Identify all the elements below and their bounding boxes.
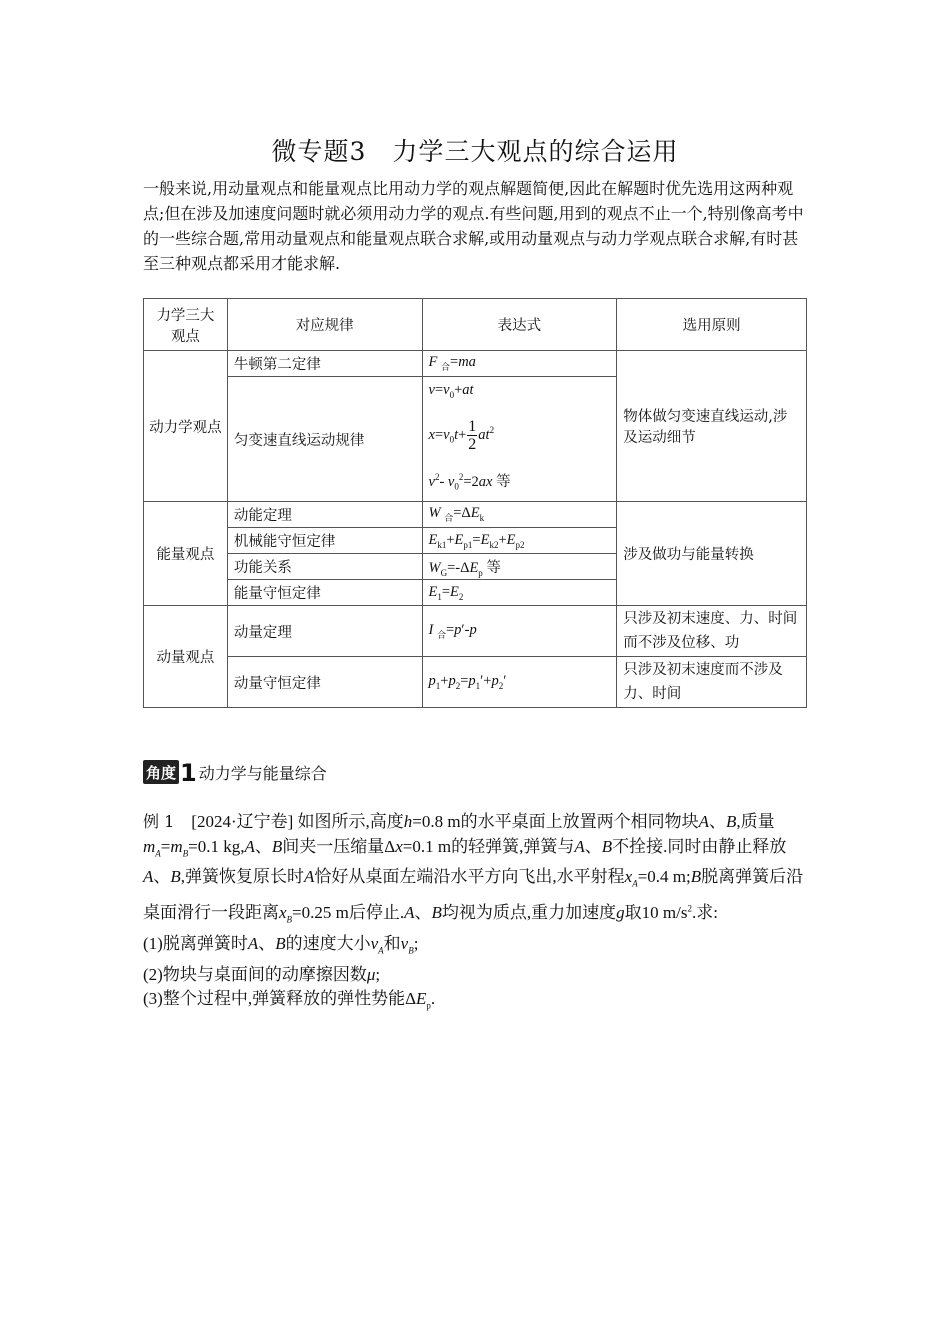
angle-label: 动力学与能量综合 — [198, 763, 327, 783]
law-cell: 动量守恒定律 — [227, 657, 422, 708]
law-cell: 能量守恒定律 — [227, 580, 422, 606]
angle-heading — [143, 758, 327, 786]
principle-cell: 只涉及初末速度、力、时间而不涉及位移、功 — [617, 606, 807, 657]
expression-cell: $p_1+p_2=p_1'+p_2'$ — [422, 657, 617, 708]
intro-paragraph: 一般来说,用动量观点和能量观点比用动力学的观点解题简便,因此在解题时优先选用这两种观点;但在涉及加速度问题时就必须用动力学的观点.有些问题,用到的观点不止一个,特别像高考中的一些综合题,常用动量观点和能量观点联合求解,或用动量观点与动力学观点联合求解,有时甚至三种观点都采用才能求解. — [143, 179, 804, 273]
law-cell: 动能定理 — [227, 502, 422, 528]
expression-cell: $v=v_0+at$ $x=v_0t+$ $\frac{1}{2}$ $at^2$ $v^2-$ $v_0^2=2ax$ 等 — [422, 377, 617, 502]
header-principle: 选用原则 — [617, 299, 807, 351]
expression-cell: W $_合=\Delta E_k$ — [422, 502, 617, 528]
mechanics-views-table — [143, 298, 807, 708]
angle-badge-text: 角度 — [143, 760, 179, 784]
law-cell: 牛顿第二定律 — [227, 351, 422, 377]
law-cell: 机械能守恒定律 — [227, 528, 422, 554]
law-cell: 功能关系 — [227, 554, 422, 580]
expression-cell: $E_1=E_2$ — [422, 580, 617, 606]
principle-cell: 只涉及初末速度而不涉及力、时间 — [617, 657, 807, 708]
example-problem — [143, 810, 807, 1018]
law-cell: 匀变速直线运动规律 — [227, 377, 422, 502]
page-title: 微专题3 力学三大观点的综合运用 — [271, 137, 679, 166]
view-energy: 能量观点 — [144, 502, 228, 606]
angle-badge-number: 1 — [180, 759, 197, 787]
table-header-row — [144, 299, 807, 351]
header-view: 力学三大观点 — [144, 299, 228, 351]
header-law: 对应规律 — [227, 299, 422, 351]
question-3: (3)整个过程中,弹簧释放的弹性势能$\Delta E_p$. — [143, 989, 436, 1011]
expression-cell: I $_合$=p′-p — [422, 606, 617, 657]
question-1: (1)脱离弹簧时A、B的速度大小$v_A$和$v_B$; — [143, 933, 419, 956]
example-source: [2024·辽宁卷] — [191, 812, 294, 831]
example-label: 例 1 — [143, 812, 175, 831]
principle-dynamics: 物体做匀变速直线运动,涉及运动细节 — [617, 351, 807, 502]
table-row — [144, 502, 807, 528]
table-row — [144, 351, 807, 377]
question-2: (2)物块与桌面间的动摩擦因数μ; — [143, 964, 381, 984]
principle-energy: 涉及做功与能量转换 — [617, 502, 807, 606]
header-expression: 表达式 — [422, 299, 617, 351]
expression-cell: F $_合$=ma — [422, 351, 617, 377]
table-row — [144, 606, 807, 657]
fraction-one-half: $\frac{1}{2}$ — [468, 417, 477, 453]
expression-cell: $E_{k1}+E_{p1}=E_{k2}+E_{p2}$ — [422, 528, 617, 554]
expression-cell: $W_G=-\Delta E_p$ 等 — [422, 554, 617, 580]
example-stem — [143, 810, 807, 932]
table-row — [144, 657, 807, 708]
view-momentum: 动量观点 — [144, 606, 228, 708]
angle-badge — [143, 759, 197, 787]
example-stem-text: 如图所示,高度h=0.8 m的水平桌面上放置两个相同物块A、B,质量$m_A=m_B=0.1$ kg,A、B间夹一压缩量Δx=0.1 m的轻弹簧,弹簧与A、B不拴接.同时由静止释放A、B,弹簧恢复原长时A恰好从桌面左端沿水平方向飞出,水平射程$x_A=0.4$ m;B脱离弹簧后沿桌面滑行一段距离$x_B=0.25$ m后停止.A、B均视为质点,重力加速度g取10 $m/s^2$.求: — [143, 812, 804, 925]
law-cell: 动量定理 — [227, 606, 422, 657]
view-dynamics: 动力学观点 — [144, 351, 228, 502]
